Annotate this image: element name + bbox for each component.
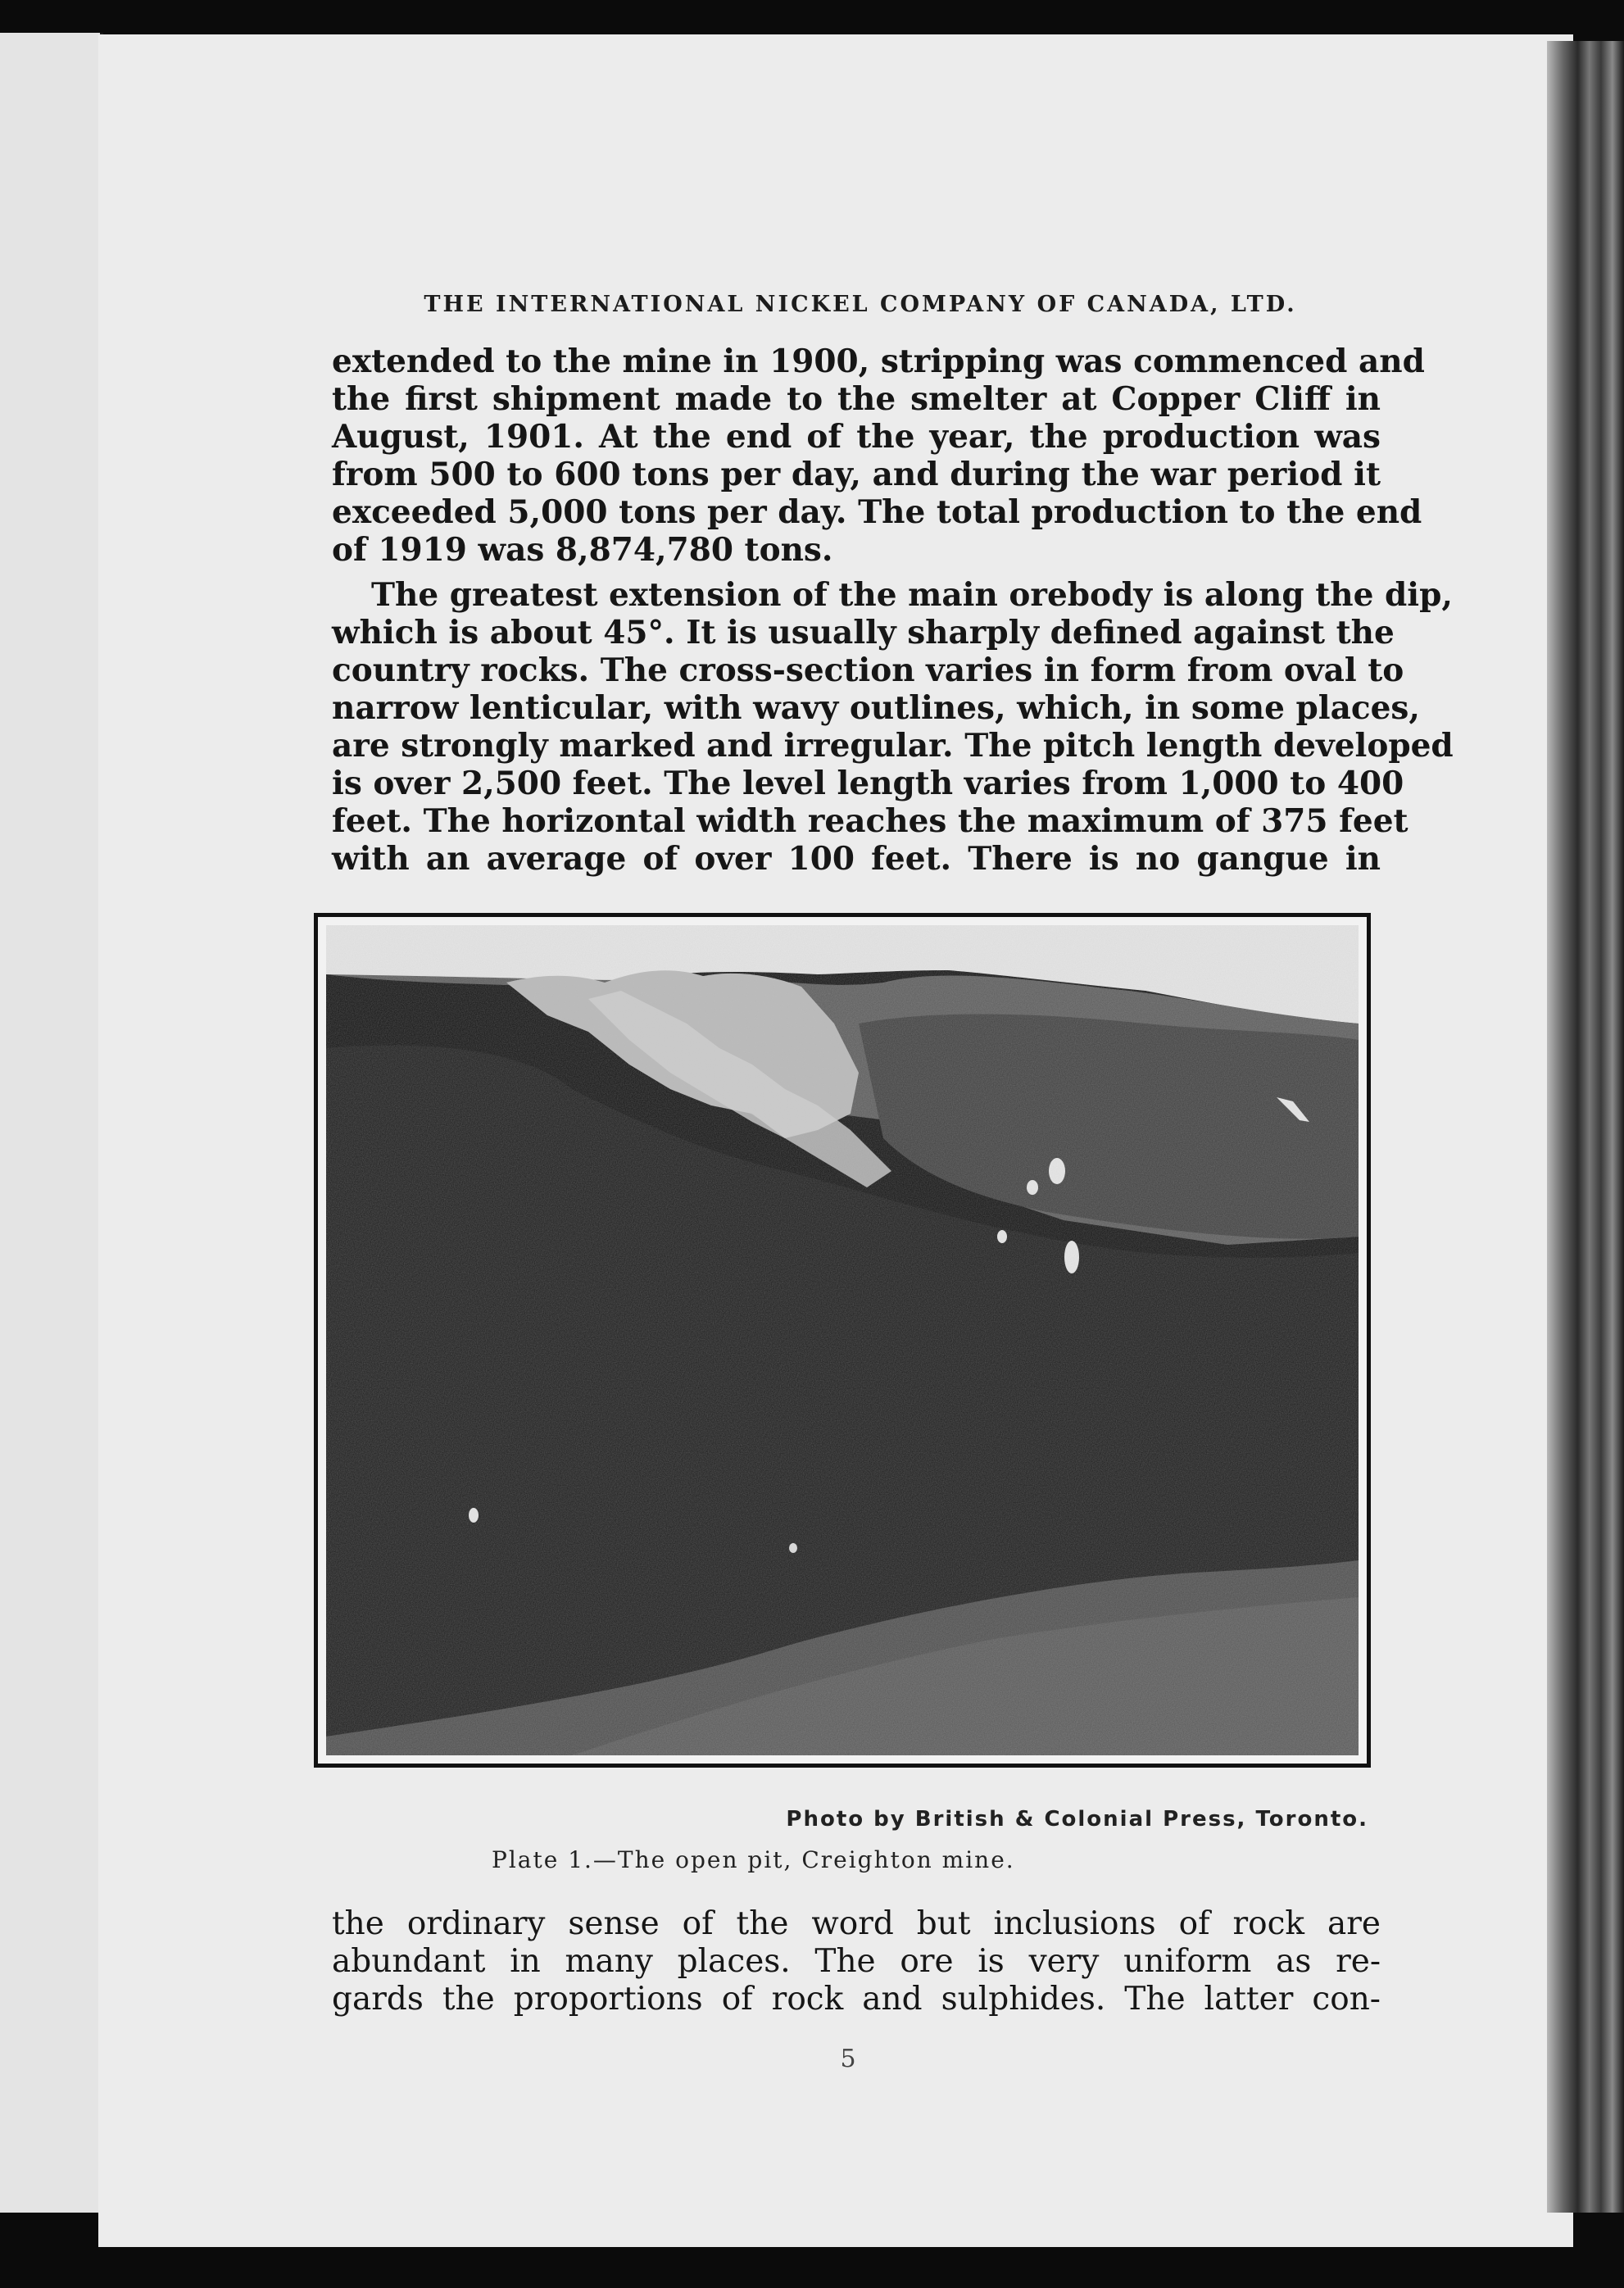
paragraph-1 bbox=[332, 343, 1425, 569]
text-line: August, 1901. At the end of the year, the production was bbox=[332, 418, 1381, 456]
paragraph-3 bbox=[332, 1905, 1381, 2018]
text-line: feet. The horizontal width reaches the maximum of 375 feet bbox=[332, 802, 1409, 840]
text-line: the first shipment made to the smelter at Copper Cliff in bbox=[332, 380, 1381, 418]
text-line: are strongly marked and irregular. The pitch length developed bbox=[332, 727, 1454, 765]
plate-photo bbox=[314, 913, 1371, 1768]
paragraph-2 bbox=[332, 576, 1454, 878]
photo-credit: Photo by British & Colonial Press, Toronto. bbox=[786, 1807, 1368, 1832]
text-line: the ordinary sense of the word but inclusions of rock are bbox=[332, 1905, 1381, 1942]
text-line: of 1919 was 8,874,780 tons. bbox=[332, 531, 833, 569]
text-line: exceeded 5,000 tons per day. The total production to the end bbox=[332, 493, 1422, 531]
text-line: The greatest extension of the main orebody is along the dip, bbox=[371, 576, 1453, 614]
open-pit-photo bbox=[326, 925, 1359, 1755]
text-line: extended to the mine in 1900, stripping was commenced and bbox=[332, 343, 1425, 380]
text-line: country rocks. The cross-section varies in form from oval to bbox=[332, 651, 1404, 689]
text-line: gards the proportions of rock and sulphides. The latter con- bbox=[332, 1981, 1381, 2018]
text-line: with an average of over 100 feet. There is no gangue in bbox=[332, 840, 1381, 878]
text-line: which is about 45°. It is usually sharply defined against the bbox=[332, 614, 1395, 651]
text-line: narrow lenticular, with wavy outlines, which, in some places, bbox=[332, 689, 1420, 727]
text-line: abundant in many places. The ore is very uniform as re- bbox=[332, 1943, 1381, 1980]
running-head: THE INTERNATIONAL NICKEL COMPANY OF CANADA, LTD. bbox=[424, 292, 1297, 317]
text-line: is over 2,500 feet. The level length varies from 1,000 to 400 bbox=[332, 765, 1404, 802]
text-line: from 500 to 600 tons per day, and during the war period it bbox=[332, 456, 1381, 493]
page-number: 5 bbox=[840, 2045, 856, 2073]
plate-caption: Plate 1.—The open pit, Creighton mine. bbox=[492, 1846, 1015, 1873]
book-spine bbox=[1547, 41, 1624, 2213]
facing-page-edge bbox=[0, 33, 103, 2213]
